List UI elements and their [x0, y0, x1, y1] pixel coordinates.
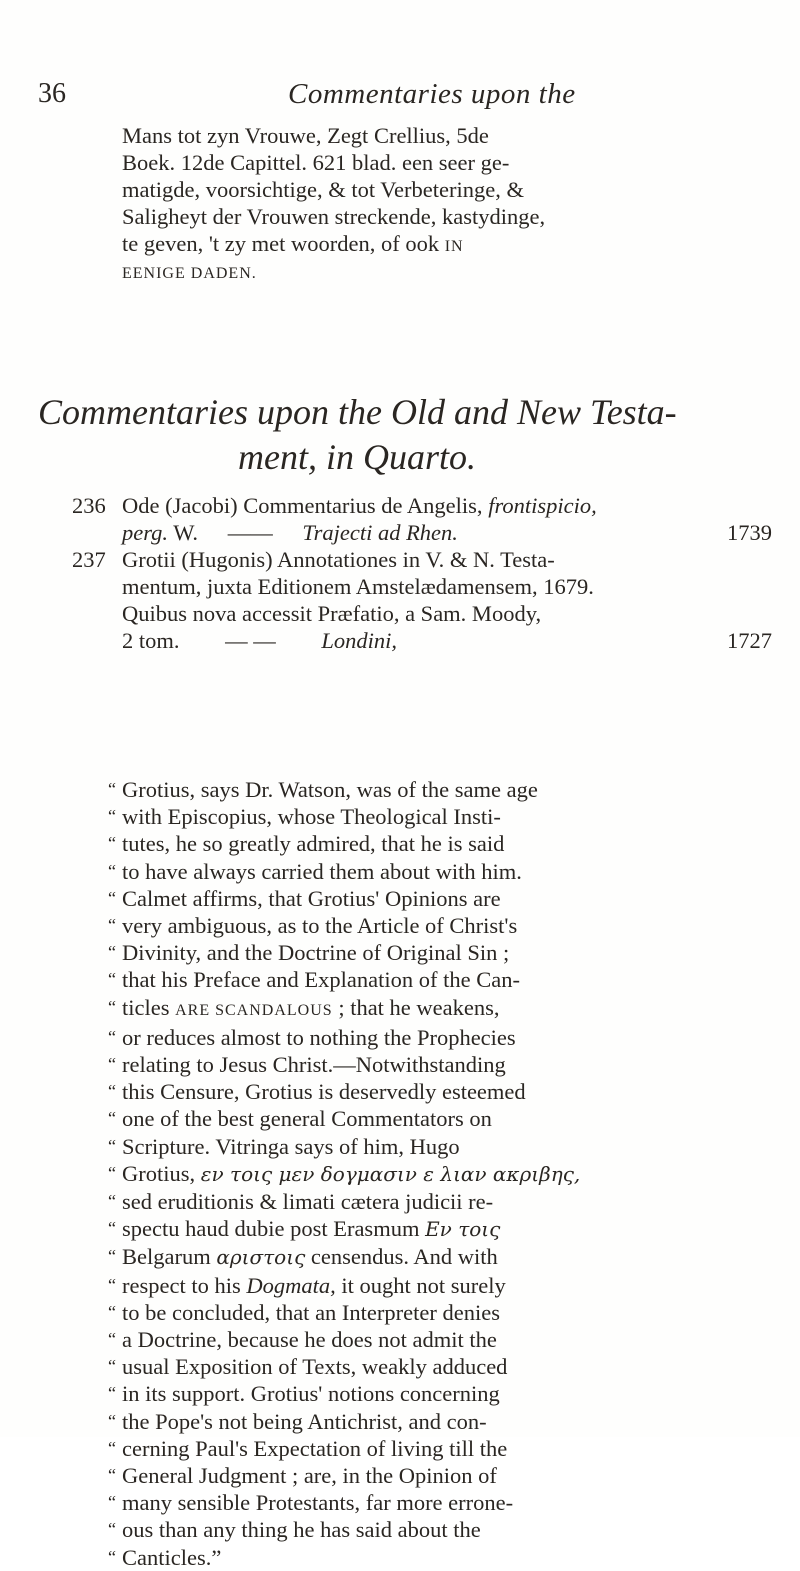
- quote-mark: “: [108, 833, 116, 854]
- entry-line: [72, 492, 772, 519]
- quote-line: [108, 1133, 708, 1160]
- quote-mark: “: [108, 1246, 116, 1267]
- entry-text-italic: frontispicio,: [488, 493, 597, 518]
- entry-line: mentum, juxta Editionem Amstelædamensem, 1679.: [122, 574, 594, 599]
- quote-mark: “: [108, 779, 116, 799]
- quote-line: [108, 994, 708, 1024]
- quote-text: sed eruditionis & limati cætera judicii re-: [122, 1189, 494, 1215]
- quote-text: censendus. And with: [310, 1244, 498, 1270]
- quote-line: [108, 1462, 708, 1489]
- quote-line: [108, 830, 708, 857]
- quote-line: [108, 1299, 708, 1326]
- intro-line: [122, 230, 722, 260]
- quote-text: Scripture. Vitringa says of him, Hugo: [122, 1133, 460, 1159]
- quote-text: Divinity, and the Doctrine of Original Sin ;: [122, 940, 510, 966]
- quote-line: [108, 1024, 708, 1051]
- quote-text: with Episcopius, whose Theological Insti-: [122, 804, 501, 830]
- quote-mark: “: [108, 887, 116, 908]
- quote-line: [108, 1078, 708, 1105]
- quote-text: cerning Paul's Expectation of living till the: [122, 1435, 508, 1461]
- quote-line: [108, 1105, 708, 1132]
- quote-mark: “: [108, 1135, 116, 1156]
- entry-year: 1727: [727, 628, 772, 653]
- quote-text: tutes, he so greatly admired, that he is said: [122, 831, 505, 857]
- entry-number: 237: [72, 547, 106, 572]
- quote-mark: “: [108, 1465, 116, 1486]
- catalog-entry-236: [72, 492, 772, 546]
- quote-mark: “: [108, 1356, 116, 1377]
- intro-paragraph: [122, 122, 722, 287]
- quote-line: [108, 885, 708, 912]
- quote-line: [108, 1243, 708, 1271]
- quote-greek: αριστοις: [216, 1245, 306, 1270]
- entry-binding: W.: [173, 520, 199, 545]
- quote-mark: “: [108, 1492, 116, 1513]
- quote-line: [108, 1516, 708, 1543]
- quote-text: relating to Jesus Christ.—Notwithstanding: [122, 1052, 506, 1078]
- quote-text: General Judgment ; are, in the Opinion of: [122, 1463, 497, 1489]
- quote-mark: “: [108, 1054, 116, 1075]
- quote-text: that his Preface and Explanation of the Can-: [122, 967, 520, 993]
- quote-text: to have always carried them about with him.: [122, 858, 522, 884]
- catalog-entry-237: [72, 546, 772, 654]
- entry-dash: ——: [227, 520, 273, 545]
- entry-dash: — —: [225, 628, 276, 653]
- quotation-block: [108, 776, 708, 1571]
- quote-text: very ambiguous, as to the Article of Christ's: [122, 913, 518, 939]
- quote-text: Grotius,: [122, 1160, 196, 1186]
- quote-line: [108, 1188, 708, 1215]
- quote-line: [108, 1272, 708, 1299]
- entry-text: Grotii (Hugonis) Annotationes in V. & N. Testa-: [122, 547, 555, 572]
- quote-greek: εν τοις μεν δογμασιν ε λιαν ακριβης,: [200, 1161, 581, 1186]
- quote-text: Calmet affirms, that Grotius' Opinions are: [122, 885, 501, 911]
- entry-place: Trajecti ad Rhen.: [302, 520, 458, 545]
- quote-line: [108, 1215, 708, 1243]
- entry-format: perg.: [122, 520, 169, 545]
- quote-mark: “: [108, 1410, 116, 1431]
- intro-line: Mans tot zyn Vrouwe, Zegt Crellius, 5de: [122, 123, 489, 148]
- quote-text: a Doctrine, because he does not admit the: [122, 1327, 497, 1353]
- quote-text: many sensible Protestants, far more errone-: [122, 1490, 514, 1516]
- quote-text: ous than any thing he has said about the: [122, 1517, 481, 1543]
- quote-mark: “: [108, 942, 116, 963]
- quote-line: [108, 858, 708, 885]
- intro-smallcaps-in: IN: [444, 238, 464, 255]
- quote-text: to be concluded, that an Interpreter denies: [122, 1299, 500, 1325]
- quote-line: [108, 1489, 708, 1516]
- intro-smallcaps-last: EENIGE DADEN.: [122, 265, 257, 282]
- section-title: [38, 390, 768, 480]
- quote-text: in its support. Grotius' notions concerning: [122, 1381, 500, 1407]
- quote-mark: “: [108, 1519, 116, 1540]
- quote-line: [108, 776, 708, 803]
- quote-mark: “: [108, 1191, 116, 1212]
- entry-place: Londini,: [321, 628, 398, 653]
- page-header: [38, 78, 758, 118]
- quote-text: spectu haud dubie post Erasmum: [122, 1216, 420, 1242]
- quote-line: [108, 1435, 708, 1462]
- quote-line: [108, 803, 708, 830]
- quote-smallcaps: ARE SCANDALOUS: [175, 1001, 333, 1019]
- quote-mark: “: [108, 1108, 116, 1129]
- quote-text: Canticles.”: [122, 1544, 222, 1570]
- quote-italic: Dogmata,: [246, 1272, 336, 1298]
- quote-text: ticles: [122, 994, 170, 1020]
- entry-line: [72, 546, 772, 573]
- quote-line: [108, 1353, 708, 1380]
- quote-line: [108, 1160, 708, 1188]
- quote-mark: “: [108, 969, 116, 990]
- quote-line: [108, 966, 708, 993]
- quote-mark: “: [108, 1546, 116, 1567]
- entry-text: Ode (Jacobi) Commentarius de Angelis,: [122, 493, 483, 518]
- quote-text: usual Exposition of Texts, weakly adduced: [122, 1354, 508, 1380]
- entry-volumes: 2 tom.: [122, 628, 180, 653]
- intro-line: matigde, voorsichtige, & tot Verbeteringe, &: [122, 177, 524, 202]
- quote-mark: “: [108, 1081, 116, 1102]
- quote-text: or reduces almost to nothing the Prophecies: [122, 1024, 516, 1050]
- quote-text: the Pope's not being Antichrist, and con-: [122, 1408, 487, 1434]
- entry-number: 236: [72, 493, 106, 518]
- quote-text: respect to his: [122, 1272, 241, 1298]
- quote-mark: “: [108, 1383, 116, 1404]
- quote-mark: “: [108, 860, 116, 881]
- quote-line: [108, 1326, 708, 1353]
- entry-line: [72, 519, 772, 546]
- running-head: Commentaries upon the: [288, 78, 576, 110]
- quote-mark: “: [108, 1026, 116, 1047]
- quote-greek: Εν τοις: [425, 1217, 501, 1242]
- quote-text: it ought not surely: [341, 1272, 506, 1298]
- section-title-line2: ment, in Quarto.: [238, 437, 476, 477]
- quote-line: [108, 912, 708, 939]
- quote-mark: “: [108, 1274, 116, 1295]
- quote-mark: “: [108, 1301, 116, 1322]
- entry-year: 1739: [727, 520, 772, 545]
- intro-line: Saligheyt der Vrouwen streckende, kastydinge,: [122, 204, 546, 229]
- quote-line: [108, 1544, 708, 1571]
- quote-line: [108, 1051, 708, 1078]
- quote-mark: “: [108, 1218, 116, 1239]
- quote-text: Grotius, says Dr. Watson, was of the same age: [122, 777, 538, 802]
- page-number: 36: [38, 78, 66, 109]
- quote-line: [108, 1380, 708, 1407]
- quote-line: [108, 939, 708, 966]
- entry-line: [72, 627, 772, 654]
- quote-mark: “: [108, 806, 116, 827]
- quote-text: one of the best general Commentators on: [122, 1106, 492, 1132]
- intro-line-text: te geven, 't zy met woorden, of ook: [122, 231, 440, 256]
- section-title-line1: Commentaries upon the Old and New Testa-: [38, 392, 677, 432]
- quote-mark: “: [108, 1162, 116, 1183]
- quote-line: [108, 1408, 708, 1435]
- quote-text: ; that he weakens,: [338, 994, 500, 1020]
- entry-line: Quibus nova accessit Præfatio, a Sam. Moody,: [122, 601, 542, 626]
- quote-mark: “: [108, 1437, 116, 1458]
- quote-text: this Censure, Grotius is deservedly esteemed: [122, 1079, 526, 1105]
- quote-mark: “: [108, 1329, 116, 1350]
- quote-text: Belgarum: [122, 1244, 211, 1270]
- intro-line: Boek. 12de Capittel. 621 blad. een seer ge-: [122, 150, 510, 175]
- quote-mark: “: [108, 996, 116, 1017]
- quote-mark: “: [108, 915, 116, 936]
